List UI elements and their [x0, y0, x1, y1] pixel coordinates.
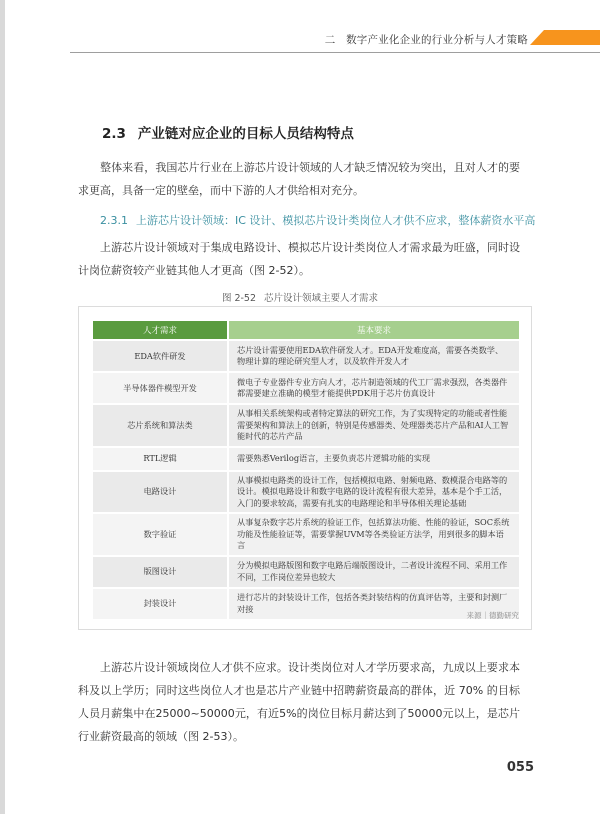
need-cell: 版图设计	[93, 557, 227, 587]
table-row	[93, 373, 519, 403]
table-row	[93, 448, 519, 470]
subsection-title-text: 上游芯片设计领域：IC 设计、模拟芯片设计类岗位人才供不应求，整体薪资水平高	[136, 214, 536, 227]
requirement-cell: 分为模拟电路版图和数字电路后端版图设计，二者设计流程不同、采用工作不同，工作岗位差异也较大	[229, 557, 519, 587]
need-cell: 数字验证	[93, 514, 227, 555]
requirement-cell: 芯片设计需要使用EDA软件研发人才。EDA开发难度高，需要各类数学、物理计算的理论研究型人才，以及软件开发人才	[229, 341, 519, 371]
table-row	[93, 405, 519, 446]
subsection-number: 2.3.1	[100, 214, 128, 227]
paragraph-1-text: 整体来看，我国芯片行业在上游芯片设计领域的人才缺乏情况较为突出，且对人才的要求更高，具备一定的壁垒，而中下游的人才供给相对充分。	[78, 161, 520, 197]
page-edge-bar	[0, 0, 5, 814]
paragraph-1	[78, 156, 520, 202]
requirement-cell: 从事复杂数字芯片系统的验证工作，包括算法功能、性能的验证，SOC系统功能及性能验证等，需要掌握UVM等各类验证方法学，用到很多的脚本语言	[229, 514, 519, 555]
table-row	[93, 557, 519, 587]
paragraph-2-text: 上游芯片设计领域对于集成电路设计、模拟芯片设计类岗位人才需求最为旺盛，同时设计岗位薪资较产业链其他人才更高（图 2-52）。	[78, 241, 520, 277]
requirement-cell: 进行芯片的封装设计工作，包括各类封装结构的仿真评估等，主要和封测厂对接	[229, 589, 519, 619]
running-head-text: 二 数字产业化企业的行业分析与人才策略	[324, 34, 528, 46]
requirement-cell: 需要熟悉Verilog语言，主要负责芯片逻辑功能的实现	[229, 448, 519, 470]
need-cell: 芯片系统和算法类	[93, 405, 227, 446]
table-row	[93, 514, 519, 555]
table-row	[93, 341, 519, 371]
table-header-row	[93, 321, 519, 339]
need-cell: 半导体器件模型开发	[93, 373, 227, 403]
paragraph-2	[78, 236, 520, 282]
header-need: 人才需求	[93, 321, 227, 339]
talent-needs-table	[93, 319, 519, 621]
section-title-text: 产业链对应企业的目标人员结构特点	[137, 126, 354, 142]
need-cell: RTL逻辑	[93, 448, 227, 470]
need-cell: EDA软件研发	[93, 341, 227, 371]
subsection-title	[100, 212, 535, 228]
figure-source: 来源｜德勤研究	[466, 611, 519, 620]
table-row	[93, 472, 519, 513]
header-requirement: 基本要求	[229, 321, 519, 339]
section-number: 2.3	[102, 126, 126, 142]
figure-caption-number: 图 2-52	[221, 293, 257, 304]
page-number: 055	[506, 760, 534, 775]
table-row	[93, 589, 519, 619]
running-head-accent	[530, 30, 600, 45]
need-cell: 封装设计	[93, 589, 227, 619]
paragraph-3-text: 上游芯片设计领域岗位人才供不应求。设计类岗位对人才学历要求高，九成以上要求本科及以上学历；同时这些岗位人才也是芯片产业链中招聘薪资最高的群体，近 70% 的目标人员月薪集中在25000~50000元，有近5%的岗位目标月薪达到了50000元以上，是芯片行业薪资最高的领域（图 2-53）。	[78, 661, 520, 743]
requirement-cell: 微电子专业器件专业方向人才，芯片制造领域的代工厂需求强烈，各类器件都需要建立准确的模型才能提供PDK用于芯片仿真设计	[229, 373, 519, 403]
figure-caption-title: 芯片设计领域主要人才需求	[264, 293, 379, 304]
running-head-rule	[70, 52, 600, 53]
figure-box	[78, 306, 532, 630]
paragraph-3	[78, 656, 520, 748]
requirement-cell: 从事模拟电路类的设计工作，包括模拟电路、射频电路、数模混合电路等的设计。模拟电路设计和数字电路的设计流程有很大差异，基本是个手工活，入门的要求较高，需要有扎实的电路理论和半导体相关理论基础	[229, 472, 519, 513]
figure-caption	[0, 290, 600, 304]
section-title	[102, 122, 354, 142]
running-head	[0, 30, 600, 54]
requirement-cell: 从事相关系统架构或者特定算法的研究工作，为了实现特定的功能或者性能需要架构和算法上的创新，特别是传感器类、处理器类芯片产品和AI人工智能时代的芯片产品	[229, 405, 519, 446]
need-cell: 电路设计	[93, 472, 227, 513]
